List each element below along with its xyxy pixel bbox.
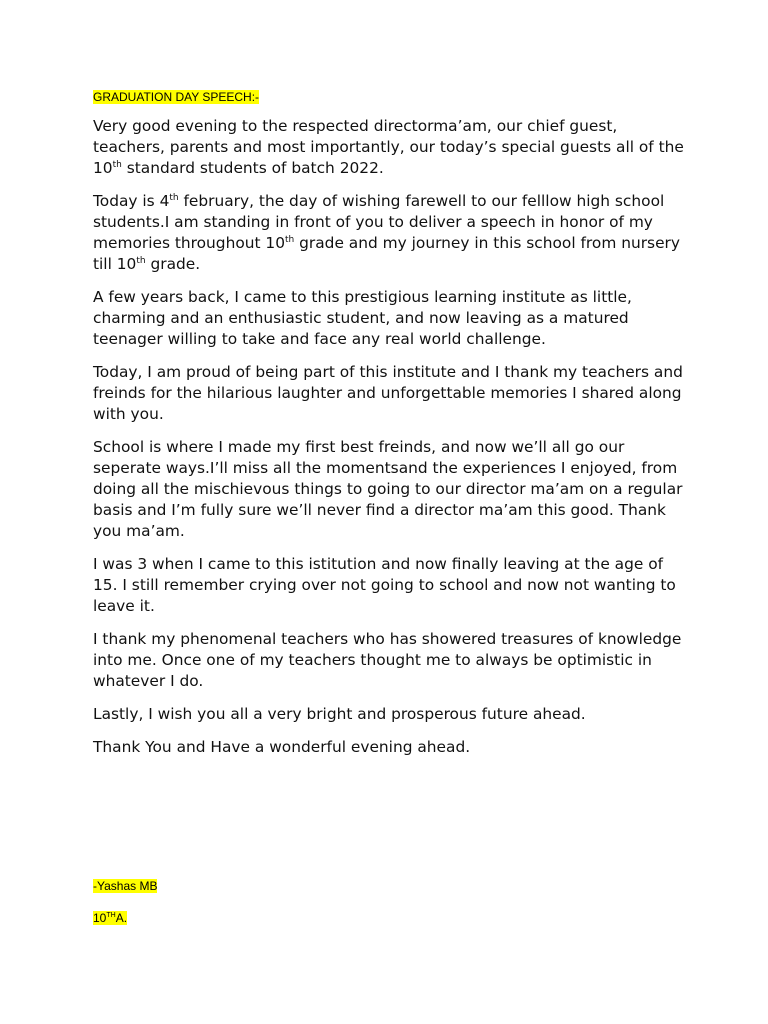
paragraph-2-text-a: Today is 4 — [93, 192, 170, 210]
paragraph-7: I thank my phenomenal teachers who has showered treasures of knowledge into me. Once one of my teachers thought me to always be optimistic in whatever I do. — [93, 630, 682, 690]
paragraph-6: I was 3 when I came to this istitution and now finally leaving at the age of 15. I still remember crying over not going to school and now not wanting to leave it. — [93, 555, 676, 615]
signature-name-highlight: -Yashas MB — [93, 879, 158, 893]
speech-heading — [93, 88, 259, 106]
paragraph-3: A few years back, I came to this prestigious learning institute as little, charming and an enthusiastic student, and now leaving as a matured teenager willing to take and face any real world challenge. — [93, 288, 632, 348]
signature-class-prefix: 10 — [93, 911, 107, 925]
paragraph-1-text-a: Very good evening to the respected directorma’am, our chief guest, teachers, parents and most importantly, our today’s special guests all of the 10 — [93, 117, 684, 177]
paragraph-5: School is where I made my first best freinds, and now we’ll all go our seperate ways.I’ll miss all the momentsand the experiences I enjoyed, from doing all the mischievous things to going to our director ma’am on a regular basis and I’m fully sure we’ll never find a director ma’am this good. Thank you ma’am. — [93, 438, 683, 540]
paragraph-9: Thank You and Have a wonderful evening ahead. — [93, 738, 471, 756]
heading-highlight: GRADUATION DAY SPEECH:- — [93, 90, 260, 104]
paragraph-2-text-d: grade. — [145, 255, 201, 273]
signature-class-suffix: A. — [115, 911, 128, 925]
paragraph-2-text-c: grade and my journey in this school from nursery till 10 — [93, 234, 680, 273]
paragraph-1-superscript: th — [112, 159, 122, 170]
paragraph-1-text-b: standard students of batch 2022. — [121, 159, 384, 177]
signature-class-highlight — [93, 911, 127, 925]
signature-name — [93, 877, 157, 895]
paragraph-1 — [93, 116, 685, 179]
paragraph-4: Today, I am proud of being part of this institute and I thank my teachers and freinds for the hilarious laughter and unforgettable memories I shared along with you. — [93, 363, 683, 423]
speech-body — [93, 116, 685, 770]
paragraph-2 — [93, 191, 685, 275]
paragraph-2-superscript-1: th — [169, 192, 179, 203]
paragraph-2-superscript-3: th — [136, 255, 146, 266]
signature-class-superscript: TH — [106, 912, 116, 919]
signature-class — [93, 909, 127, 927]
paragraph-2-text-b: february, the day of wishing farewell to our felllow high school students.I am standing in front of you to deliver a speech in honor of my memories throughout 10 — [93, 192, 665, 252]
paragraph-2-superscript-2: th — [285, 234, 295, 245]
paragraph-8: Lastly, I wish you all a very bright and prosperous future ahead. — [93, 705, 586, 723]
